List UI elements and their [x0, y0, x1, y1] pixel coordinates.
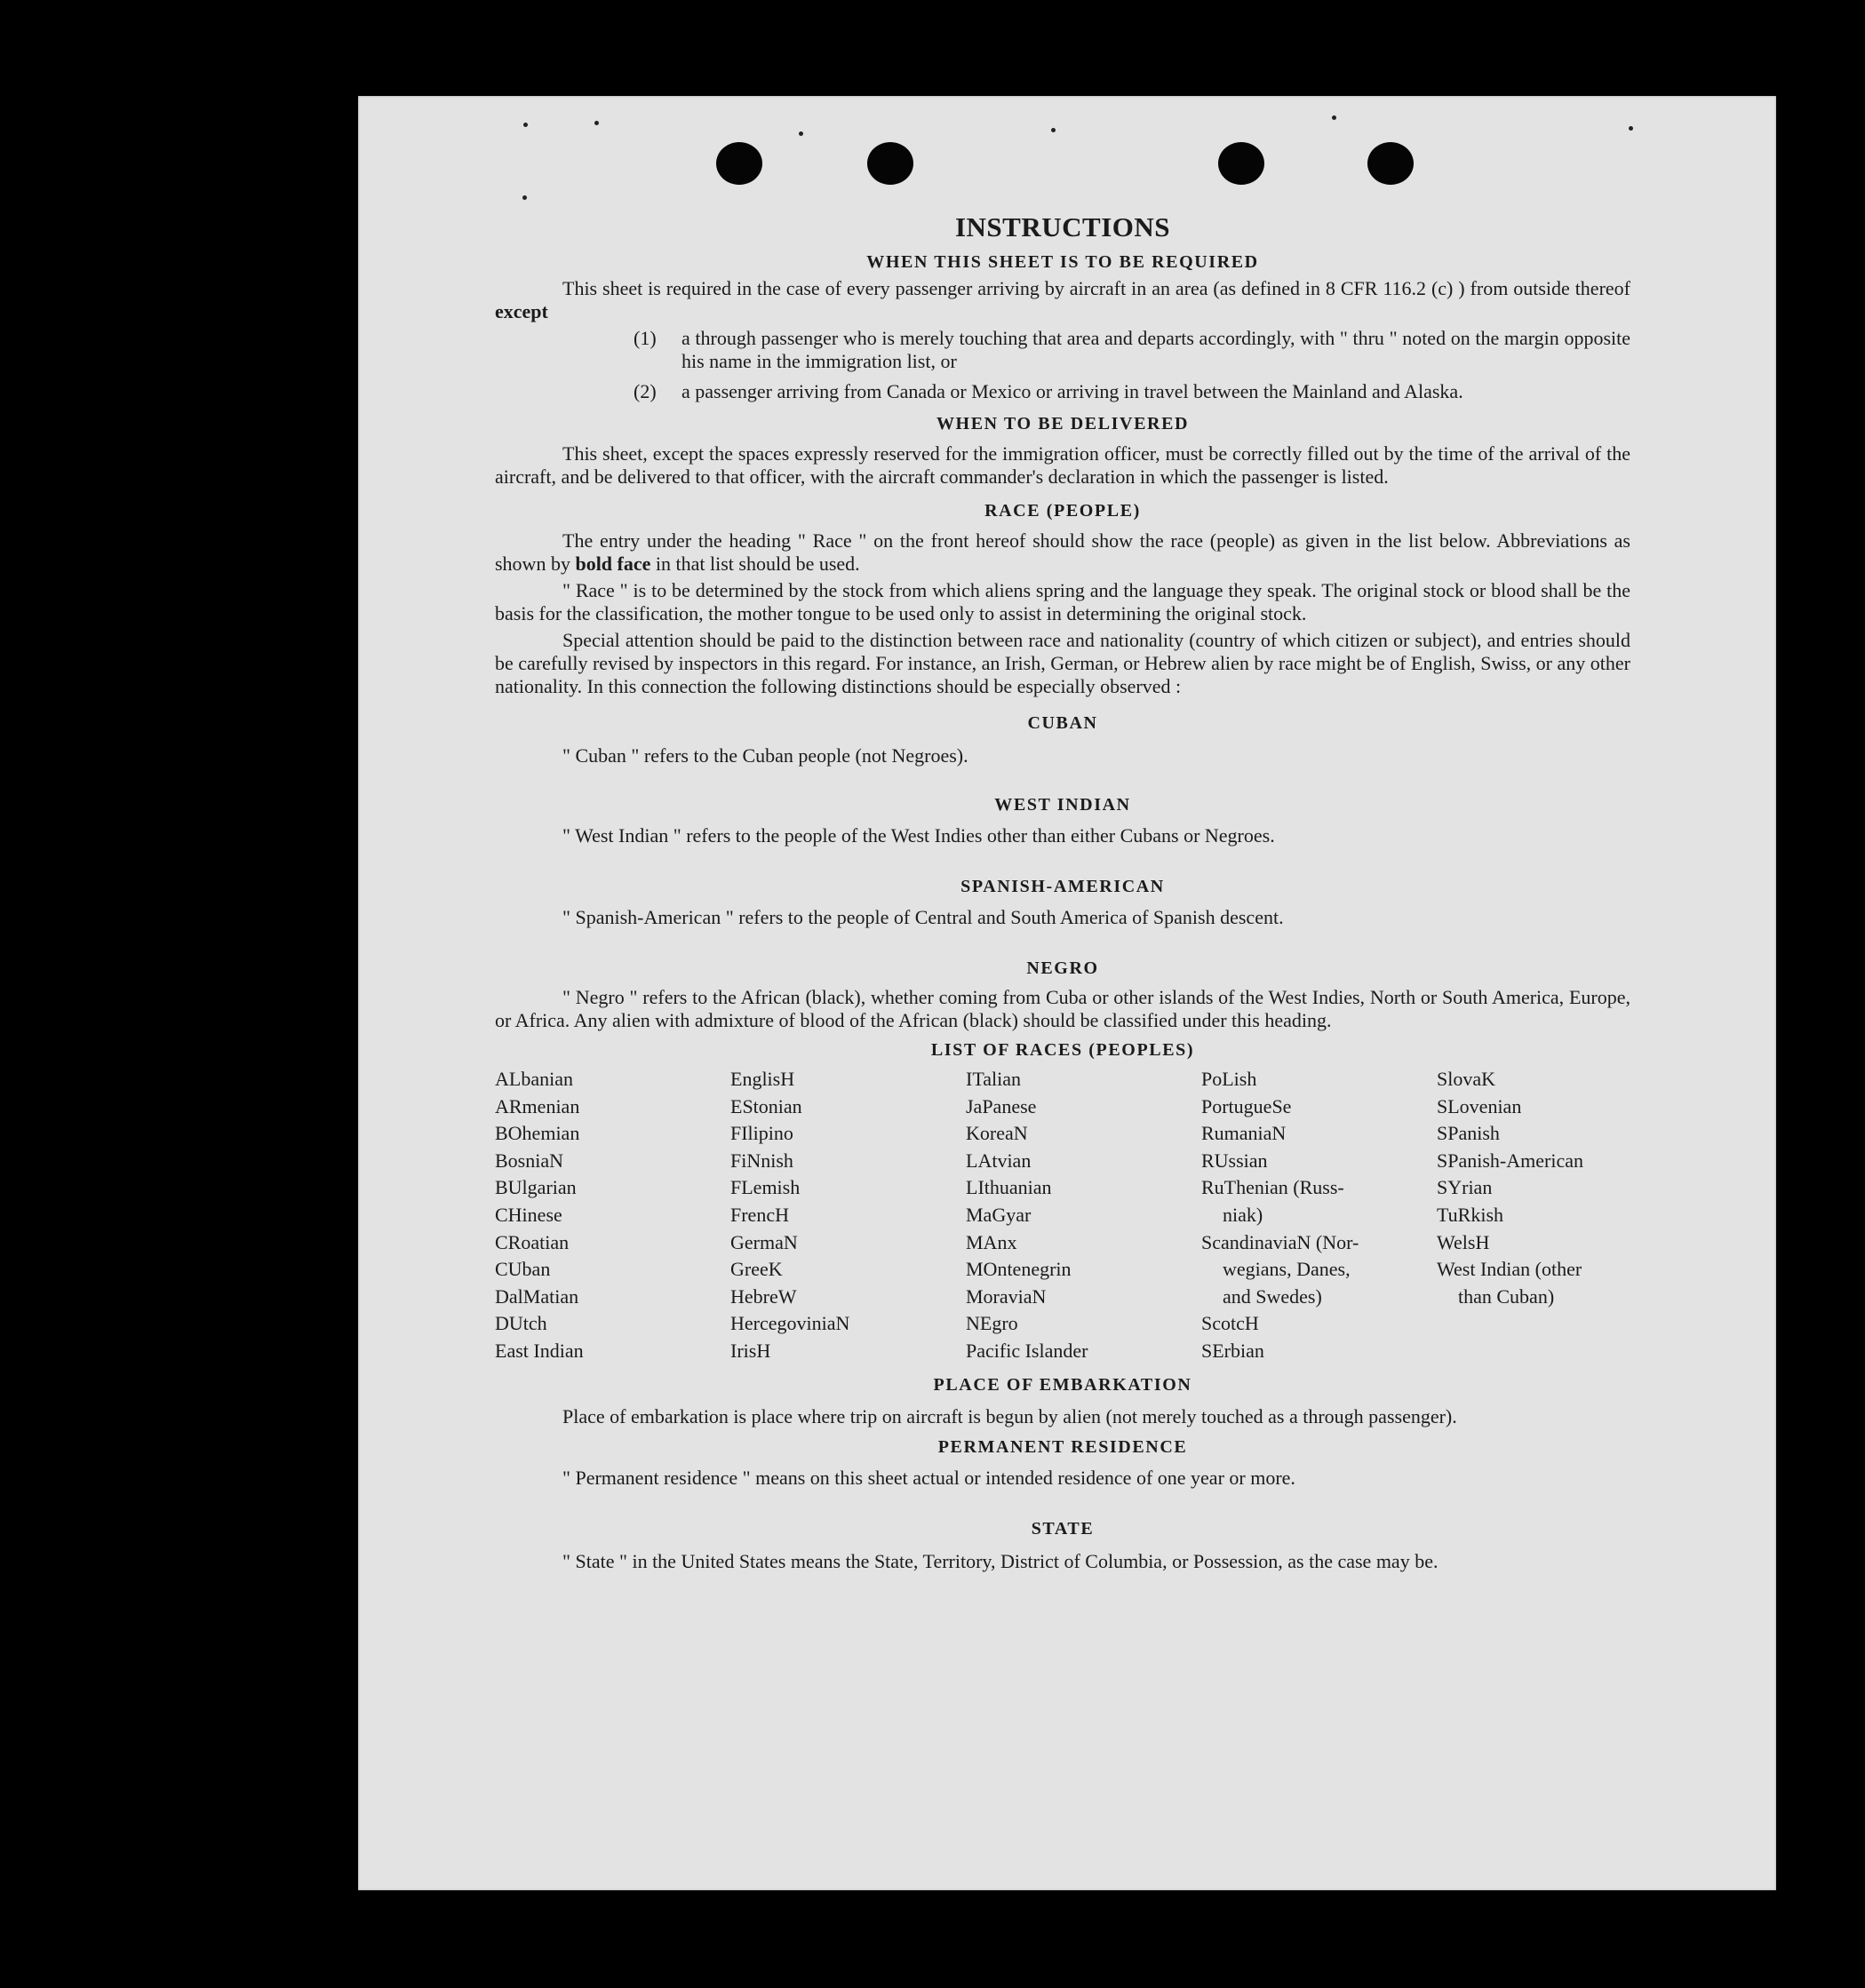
race-entry: SYrian: [1437, 1176, 1493, 1199]
state-text: " State " in the United States means the State, Territory, District of Columbia, or Possession, as the case may be.: [562, 1549, 1439, 1572]
race-entry: ARmenian: [495, 1094, 580, 1117]
race-entry: RUssian: [1201, 1149, 1268, 1172]
race-entry: PortugueSe: [1201, 1094, 1292, 1117]
heading-cuban: CUBAN: [1027, 713, 1098, 733]
residence-text: " Permanent residence " means on this sheet actual or intended residence of one year or more.: [562, 1466, 1295, 1489]
race-entry: SPanish: [1437, 1122, 1500, 1145]
race-entry: FrencH: [730, 1203, 789, 1226]
heading-place-of-embarkation: PLACE OF EMBARKATION: [933, 1374, 1192, 1395]
page-title: INSTRUCTIONS: [954, 211, 1170, 243]
race-entry: SPanish-American: [1437, 1149, 1583, 1172]
race-entry: RumaniaN: [1201, 1122, 1287, 1145]
race-entry: FIlipino: [730, 1122, 793, 1145]
paper-speck: [1332, 115, 1336, 120]
race-entry: DalMatian: [495, 1284, 579, 1308]
race-entry: ScandinaviaN (Nor-: [1201, 1230, 1359, 1253]
race-entry: JaPanese: [966, 1094, 1037, 1117]
paper-speck: [799, 131, 803, 136]
race-entry: CUban: [495, 1258, 551, 1281]
race-entry: CRoatian: [495, 1230, 570, 1253]
paper-speck: [594, 121, 599, 125]
embarkation-text: Place of embarkation is place where trip on aircraft is begun by alien (not merely touched as a through passenger).: [562, 1404, 1457, 1427]
paper-speck: [522, 195, 527, 200]
punch-hole: [1218, 142, 1264, 185]
race-entry: ITalian: [966, 1068, 1021, 1090]
race-entry: DUtch: [495, 1312, 547, 1335]
race-entry: TuRkish: [1437, 1203, 1504, 1226]
heading-permanent-residence: PERMANENT RESIDENCE: [937, 1436, 1188, 1457]
races-column: [1201, 1066, 1437, 1365]
heading-west-indian: WEST INDIAN: [994, 795, 1131, 815]
race-entry: BosniaN: [495, 1149, 563, 1172]
race-entry: FiNnish: [730, 1149, 793, 1172]
race-entry: IrisH: [730, 1339, 771, 1362]
punch-hole: [867, 142, 913, 185]
races-column: [495, 1066, 730, 1365]
race-entry: and Swedes): [1223, 1284, 1322, 1308]
heading-state: STATE: [1031, 1518, 1095, 1539]
heading-negro: NEGRO: [1026, 958, 1099, 978]
paper-speck: [523, 123, 528, 127]
race-entry: niak): [1223, 1203, 1263, 1226]
race-entry: BUlgarian: [495, 1176, 577, 1199]
race-paragraph-1: The entry under the heading " Race " on the front hereof should show the race (people) as given in the list below. Abbreviations as shown by bold face in that list should be used.: [495, 529, 1630, 575]
race-entry: BOhemian: [495, 1122, 580, 1145]
west-indian-text: " West Indian " refers to the people of the West Indies other than either Cubans or Negroes.: [562, 824, 1275, 847]
race-entry: than Cuban): [1458, 1284, 1555, 1308]
paper-speck: [1051, 128, 1056, 132]
heading-race: RACE (PEOPLE): [984, 501, 1141, 521]
delivered-text: This sheet, except the spaces expressly reserved for the immigration officer, must be correctly filled out by the time of the arrival of the aircraft, and be delivered to that officer, with the aircraft commander's declaration in which the passenger is listed.: [495, 442, 1630, 488]
race-entry: NEgro: [966, 1312, 1018, 1335]
race-entry: SErbian: [1201, 1339, 1264, 1362]
race-entry: CHinese: [495, 1203, 562, 1226]
document-page: [358, 96, 1776, 1890]
race-entry: ALbanian: [495, 1068, 573, 1090]
race-entry: MOntenegrin: [966, 1258, 1072, 1281]
spanish-american-text: " Spanish-American " refers to the people of Central and South America of Spanish descent.: [562, 906, 1284, 928]
race-entry: MaGyar: [966, 1203, 1032, 1226]
heading-list-of-races: LIST OF RACES (PEOPLES): [930, 1040, 1195, 1060]
race-entry: wegians, Danes,: [1223, 1258, 1351, 1281]
race-entry: GermaN: [730, 1230, 798, 1253]
exception-item-1: (1) a through passenger who is merely touching that area and departs accordingly, with " thru " noted on the margin opposite his name in the immigration list, or: [634, 327, 1630, 372]
race-entry: West Indian (other: [1437, 1258, 1582, 1281]
heading-when-delivered: WHEN TO BE DELIVERED: [936, 414, 1190, 433]
race-paragraph-3: Special attention should be paid to the distinction between race and nationality (country of which citizen or subject), and entries should be carefully revised by inspectors in this regard. For instance, an Irish, German, or Hebrew alien by race might be of English, Swiss, or any other nationality. In this connection the following distinctions should be especially observed :: [495, 629, 1630, 697]
race-entry: EnglisH: [730, 1068, 795, 1090]
races-column: [730, 1066, 966, 1365]
race-entry: FLemish: [730, 1176, 801, 1199]
race-entry: KoreaN: [966, 1122, 1028, 1145]
race-entry: LAtvian: [966, 1149, 1032, 1172]
race-entry: SlovaK: [1437, 1068, 1495, 1090]
race-entry: RuThenian (Russ-: [1201, 1176, 1344, 1199]
heading-when-required: WHEN THIS SHEET IS TO BE REQUIRED: [866, 252, 1259, 272]
race-entry: East Indian: [495, 1339, 584, 1362]
race-entry: MAnx: [966, 1230, 1017, 1253]
race-entry: HercegoviniaN: [730, 1312, 850, 1335]
race-entry: HebreW: [730, 1284, 797, 1308]
race-entry: EStonian: [730, 1094, 802, 1117]
required-intro: This sheet is required in the case of every passenger arriving by aircraft in an area (as defined in 8 CFR 116.2 (c) ) from outside thereof except: [495, 277, 1630, 322]
race-entry: Pacific Islander: [966, 1339, 1088, 1362]
negro-text: " Negro " refers to the African (black), whether coming from Cuba or other islands of the West Indies, North or South America, Europe, or Africa. Any alien with admixture of blood of the African (black) should be classified under this heading.: [495, 986, 1630, 1031]
race-entry: LIthuanian: [966, 1176, 1052, 1199]
race-entry: PoLish: [1201, 1068, 1257, 1090]
races-list: [495, 1066, 1630, 1365]
paper-speck: [1629, 126, 1633, 131]
race-entry: WelsH: [1437, 1230, 1490, 1253]
race-entry: SLovenian: [1437, 1094, 1522, 1117]
race-entry: GreeK: [730, 1258, 783, 1281]
cuban-text: " Cuban " refers to the Cuban people (not Negroes).: [562, 744, 968, 767]
instructions-content: [495, 210, 1630, 1577]
race-entry: ScotcH: [1201, 1312, 1259, 1335]
punch-hole: [716, 142, 762, 185]
exception-item-2: (2) a passenger arriving from Canada or Mexico or arriving in travel between the Mainland and Alaska.: [634, 380, 1463, 402]
races-column: [1437, 1066, 1630, 1365]
race-paragraph-2: " Race " is to be determined by the stock from which aliens spring and the language they speak. The original stock or blood shall be the basis for the classification, the mother tongue to be used only to assist in determining the original stock.: [495, 579, 1630, 624]
heading-spanish-american: SPANISH-AMERICAN: [960, 877, 1165, 896]
race-entry: MoraviaN: [966, 1284, 1047, 1308]
punch-hole: [1367, 142, 1414, 185]
races-column: [966, 1066, 1201, 1365]
